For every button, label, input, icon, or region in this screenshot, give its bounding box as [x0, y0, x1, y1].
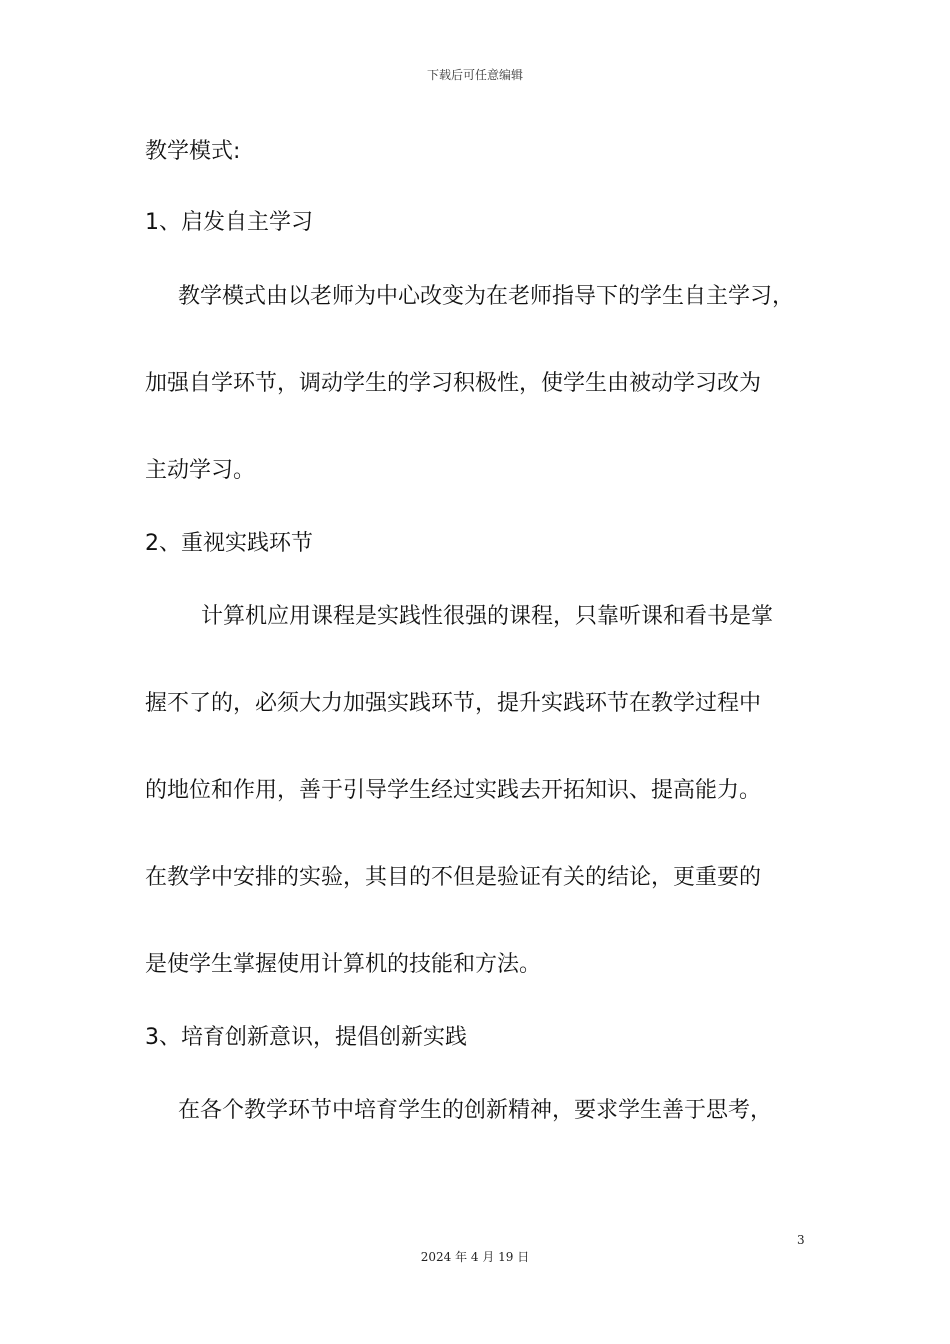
paragraph-2-line-3: 的地位和作用，善于引导学生经过实践去开拓知识、提高能力。: [145, 778, 762, 803]
subheading-3: 3、培育创新意识，提倡创新实践: [145, 1025, 467, 1050]
paragraph-1-line-3: 主动学习。: [145, 458, 256, 483]
paragraph-3-line-1: 在各个教学环节中培育学生的创新精神，要求学生善于思考，: [178, 1098, 773, 1123]
page-header: 下载后可任意编辑: [426, 68, 523, 82]
page-footer-date: 2024 年 4 月 19 日: [420, 1250, 530, 1264]
paragraph-2-line-1: 计算机应用课程是实践性很强的课程，只靠听课和看书是掌: [201, 604, 774, 629]
page-number: 3: [797, 1233, 805, 1247]
paragraph-1-line-2: 加强自学环节，调动学生的学习积极性，使学生由被动学习改为: [145, 371, 762, 396]
subheading-2: 2、重视实践环节: [145, 531, 313, 556]
subheading-1: 1、启发自主学习: [145, 210, 313, 235]
paragraph-2-line-5: 是使学生掌握使用计算机的技能和方法。: [145, 952, 542, 977]
paragraph-1-line-1: 教学模式由以老师为中心改变为在老师指导下的学生自主学习，: [178, 284, 795, 309]
section-heading-teaching-mode: 教学模式:: [145, 139, 241, 164]
paragraph-2-line-4: 在教学中安排的实验，其目的不但是验证有关的结论，更重要的: [145, 865, 762, 890]
paragraph-2-line-2: 握不了的，必须大力加强实践环节，提升实践环节在教学过程中: [145, 691, 762, 716]
